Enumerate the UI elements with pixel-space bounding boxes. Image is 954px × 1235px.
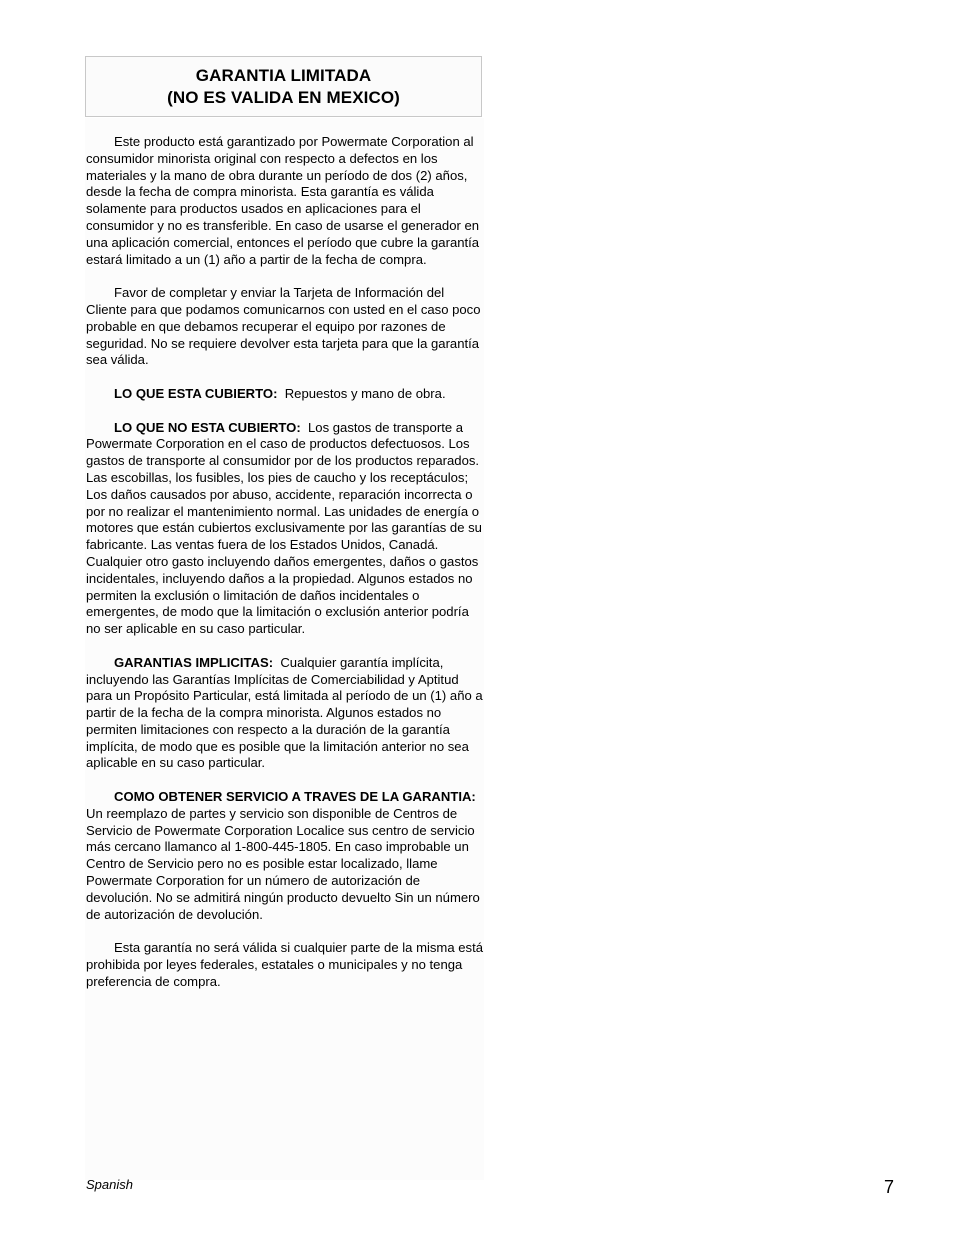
paragraph-text: Los gastos de transporte a Powermate Corporation en el caso de productos defectuosos. Los gastos de transporte al consumidor por de los productos reparados. Las escobillas, los fusibles, los pies de caucho y los receptáculos; Los daños causados por abuso, accidente, reparación incorrecta o por no realizar el mantenimiento normal. Las unidades de energía o motores que están cubiertos exclusivamente por las garantías de su fabricante. Las ventas fuera de los Estados Unidos, Canadá. Cualquier otro gasto incluyendo daños emergentes, daños o gastos incidentales, incluyendo daños a la propiedad. Algunos estados no permiten la exclusión o limitación de daños incidentales o emergentes, de modo que la limitación o exclusión anterior podría no ser aplicable en su caso particular. [86, 419, 482, 637]
paragraph-heading: COMO OBTENER SERVICIO A TRAVES DE LA GARANTIA: [114, 789, 476, 805]
paragraph-text: Cualquier garantía implícita, incluyendo las Garantías Implícitas de Comerciabilidad y Aptitud para un Propósito Particular, está limitada al período de un (1) año a partir de la fecha de la compra minorista. Algunos estados no permiten limitaciones con respecto a la duración de la garantía implícita, de modo que es posible que la limitación anterior no sea aplicable en su caso particular. [86, 654, 483, 771]
paragraph-validity [86, 940, 486, 990]
paragraph-covered [86, 386, 486, 403]
warranty-body [86, 134, 486, 1007]
paragraph-text: Favor de completar y enviar la Tarjeta de Información del Cliente para que podamos comunicarnos con usted en el caso poco probable en que debamos recuperar el equipo por razones de seguridad. No se requiere devolver esta tarjeta para que la garantía sea válida. [86, 285, 481, 368]
paragraph-registration [86, 285, 486, 369]
paragraph-service [86, 789, 486, 923]
paragraph-implied-warranties [86, 655, 486, 773]
paragraph-intro [86, 134, 486, 268]
title-line-2: (NO ES VALIDA EN MEXICO) [167, 87, 400, 107]
paragraph-text: Repuestos y mano de obra. [284, 385, 446, 401]
paragraph-heading: LO QUE NO ESTA CUBIERTO: [114, 419, 301, 435]
paragraph-heading: GARANTIAS IMPLICITAS: [114, 654, 274, 670]
paragraph-not-covered [86, 420, 486, 638]
title-box [85, 56, 482, 117]
paragraph-heading: LO QUE ESTA CUBIERTO: [114, 385, 278, 401]
footer-language: Spanish [86, 1177, 133, 1192]
paragraph-text: Este producto está garantizado por Powermate Corporation al consumidor minorista original con respecto a defectos en los materiales y la mano de obra durante un período de dos (2) años, desde la fecha de compra minorista. Esta garantía es válida solamente para productos usados en aplicaciones para el consumidor y no es transferible. En caso de usarse el generador en una aplicación comercial, entonces el período que cubre la garantía estará limitado a un (1) año a partir de la fecha de compra. [86, 134, 480, 267]
title-line-1: GARANTIA LIMITADA [195, 65, 372, 85]
paragraph-text: Esta garantía no será válida si cualquier parte de la misma está prohibida por leyes federales, estatales o municipales y no tenga preferencia de compra. [86, 940, 484, 989]
page-number: 7 [884, 1177, 895, 1197]
paragraph-text: Un reemplazo de partes y servicio son disponible de Centros de Servicio de Powermate Corporation Localice sus centro de servicio más cercano llamanco al 1-800-445-1805. En caso improbable un Centro de Servicio pero no es posible estar localizado, llame Powermate Corporation for un número de autorización de devolución. No se admitirá ningún producto devuelto Sin un número de autorización de devolución. [86, 805, 480, 922]
